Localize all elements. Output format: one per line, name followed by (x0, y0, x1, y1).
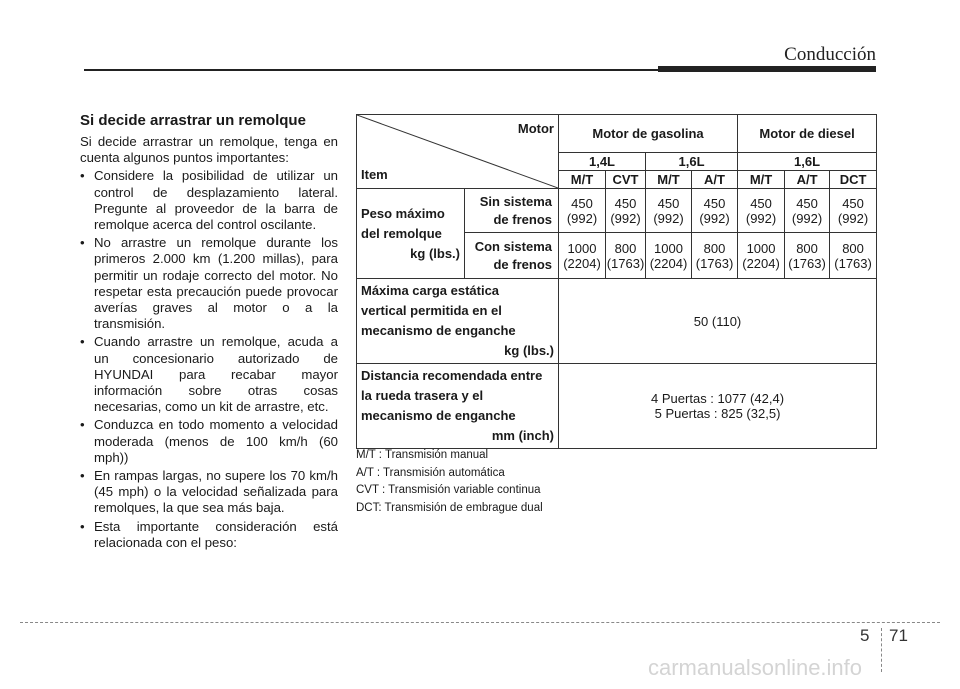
towing-spec-table (356, 114, 877, 449)
weight-cell: 450 (992) (738, 189, 785, 233)
towing-bullet-list (80, 168, 338, 551)
displacement-14: 1,4L (559, 153, 646, 171)
weight-cell: 800 (1763) (606, 233, 646, 279)
bullet-item: • Conduzca en todo momento a velocidad moderada (menos de 100 km/h (60 mph)) (80, 417, 338, 466)
weight-cell: 450 (992) (646, 189, 692, 233)
note-line: DCT: Transmisión de embrague dual (356, 501, 543, 514)
section-title: Conducción (784, 44, 876, 65)
weight-cell: 1000 (2204) (646, 233, 692, 279)
weight-cell: 450 (992) (606, 189, 646, 233)
vertical-load-line: vertical permitida en el (361, 303, 502, 318)
weight-cell: 800 (1763) (785, 233, 830, 279)
vertical-load-value: 50 (110) (559, 279, 877, 364)
with-brake-line: Con sistema (474, 238, 552, 254)
with-brake-line: de frenos (493, 256, 552, 272)
weight-cell: 450 (992) (559, 189, 606, 233)
vertical-load-line: Máxima carga estática (361, 283, 500, 298)
no-brake-label (465, 189, 559, 233)
bullet-item: • Considere la posibilidad de utilizar un control de desplazamiento lateral. Pregunte al proveedor de la barra de remolque acerca del control oscilante. (80, 168, 338, 233)
no-brake-line: de frenos (493, 211, 552, 227)
vertical-load-line: mecanismo de enganche (361, 323, 516, 338)
max-trailer-weight-line: del remolque (361, 225, 442, 241)
gasoline-header: Motor de gasolina (559, 115, 738, 153)
page-number: 71 (889, 626, 908, 645)
hitch-distance-value (559, 364, 877, 449)
corner-motor-label: Motor (517, 121, 554, 136)
transmission-header: M/T (559, 171, 606, 189)
footer-dashed-line (20, 622, 940, 623)
with-brake-label (465, 233, 559, 279)
bullet-item: • No arrastre un remolque durante los primeros 2.000 km (1.200 millas), para permitir un rodaje correcto del motor. No respetar esta precaución puede provocar averías graves al motor o a la transmisión. (80, 235, 338, 332)
weight-cell: 1000 (2204) (738, 233, 785, 279)
hitch-distance-unit: mm (inch) (491, 428, 554, 443)
hitch-distance-5door: 5 Puertas : 825 (32,5) (654, 406, 781, 421)
vertical-load-unit: kg (lbs.) (504, 343, 554, 358)
table-corner-cell (357, 115, 559, 189)
hitch-distance-4door: 4 Puertas : 1077 (42,4) (651, 391, 785, 406)
weight-cell: 450 (992) (785, 189, 830, 233)
bullet-item: • Esta importante consideración está relacionada con el peso: (80, 519, 338, 551)
footer-dashed-divider (881, 628, 882, 672)
hitch-distance-label (357, 364, 559, 449)
note-line: CVT : Transmisión variable continua (356, 484, 541, 496)
corner-item-label: Item (361, 167, 388, 182)
weight-cell: 450 (992) (830, 189, 877, 233)
hitch-distance-line: mecanismo de enganche (361, 408, 516, 423)
weight-cell: 800 (1763) (830, 233, 877, 279)
vertical-load-label (357, 279, 559, 364)
transmission-header: CVT (606, 171, 646, 189)
chapter-number: 5 (860, 626, 870, 645)
max-trailer-weight-unit: kg (lbs.) (410, 245, 460, 261)
transmission-header: DCT (830, 171, 877, 189)
hitch-distance-line: Distancia recomendada entre (361, 368, 543, 383)
header-rule-thick (658, 66, 876, 72)
note-line: M/T : Transmisión manual (356, 449, 489, 461)
transmission-header: A/T (785, 171, 830, 189)
transmission-header: M/T (646, 171, 692, 189)
no-brake-line: Sin sistema (479, 193, 552, 209)
displacement-16-gasoline: 1,6L (646, 153, 738, 171)
bullet-item: • En rampas largas, no supere los 70 km/h (45 mph) o la velocidad señalizada para remolques, la que sea más baja. (80, 468, 338, 517)
towing-instructions (80, 112, 338, 553)
transmission-header: M/T (738, 171, 785, 189)
max-trailer-weight-line: Peso máximo (361, 205, 445, 221)
weight-cell: 800 (1763) (692, 233, 738, 279)
towing-heading: Si decide arrastrar un remolque (80, 112, 306, 129)
diesel-header: Motor de diesel (738, 115, 877, 153)
note-line: A/T : Transmisión automática (356, 466, 505, 479)
weight-cell: 1000 (2204) (559, 233, 606, 279)
max-trailer-weight-label (357, 189, 465, 279)
bullet-item: • Cuando arrastre un remolque, acuda a un concesionario autorizado de HYUNDAI para recabar mayor información sobre otras cosas necesarias, como un kit de arrastre, etc. (80, 334, 338, 415)
weight-cell: 450 (992) (692, 189, 738, 233)
header-rule-thin (84, 69, 660, 71)
displacement-16-diesel: 1,6L (738, 153, 877, 171)
hitch-distance-line: la rueda trasera y el (361, 388, 484, 403)
abbreviation-notes (356, 447, 543, 517)
transmission-header: A/T (692, 171, 738, 189)
watermark: carmanualsonline.info (648, 655, 863, 680)
towing-intro: Si decide arrastrar un remolque, tenga en cuenta algunos puntos importantes: (80, 134, 338, 166)
